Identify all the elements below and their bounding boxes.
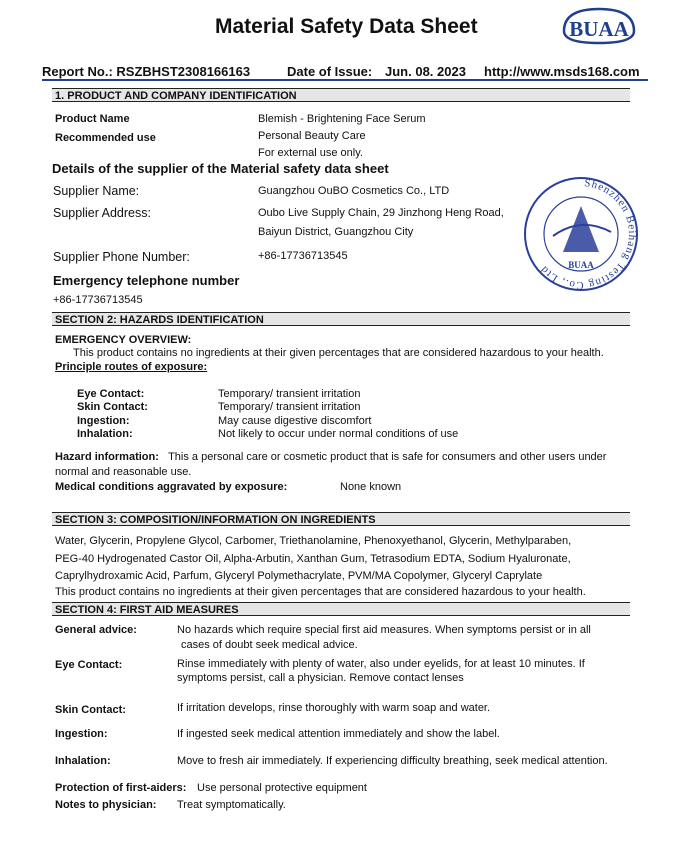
section-2-heading: SECTION 2: HAZARDS IDENTIFICATION <box>52 312 630 326</box>
supplier-name-value: Guangzhou OuBO Cosmetics Co., LTD <box>258 185 450 197</box>
supplier-address-line-1: Oubo Live Supply Chain, 29 Jinzhong Heng Road, <box>258 207 504 219</box>
seal-inner-text: BUAA <box>568 260 594 270</box>
section-4-heading: SECTION 4: FIRST AID MEASURES <box>52 602 630 616</box>
hazard-text: This a personal care or cosmetic product that is safe for consumers and other users under normal and reasonable use. <box>55 451 607 478</box>
hazard-information <box>55 450 620 479</box>
date-label: Date of Issue: <box>287 64 373 79</box>
ingredients-note: This product contains no ingredients at their given percentages that are considered hazardous to your health. <box>55 586 586 598</box>
ingredients-line-1: Water, Glycerin, Propylene Glycol, Carbomer, Triethanolamine, Phenoxyethanol, Glycerin, Methylparaben, <box>55 535 572 547</box>
general-advice-text-2: cases of doubt seek medical advice. <box>181 639 358 651</box>
recommended-use-value: Personal Beauty Care <box>258 130 366 142</box>
route-ingestion-label: Ingestion: <box>77 415 130 427</box>
eye-contact-text-1: Rinse immediately with plenty of water, also under eyelids, for at least 10 minutes. If <box>177 658 585 670</box>
inhalation-label: Inhalation: <box>55 755 111 767</box>
eye-contact-text-2: symptoms persist, call a physician. Remove contact lenses <box>177 672 464 684</box>
website-link[interactable]: http://www.msds168.com <box>484 64 640 79</box>
report-number: Report No.: RSZBHST2308166163 <box>42 64 251 79</box>
medical-conditions-label: Medical conditions aggravated by exposure: <box>55 481 288 493</box>
ingredients-line-3: Caprylhydroxamic Acid, Parfum, Glyceryl Polymethacrylate, PVM/MA Copolymer, Glyceryl Caprylate <box>55 570 543 582</box>
protection-text: Use personal protective equipment <box>197 782 367 794</box>
section-3-heading: SECTION 3: COMPOSITION/INFORMATION ON INGREDIENTS <box>52 512 630 526</box>
recommended-use-label: Recommended use <box>55 132 156 144</box>
route-eye-value: Temporary/ transient irritation <box>218 388 361 400</box>
notes-to-physician-label: Notes to physician: <box>55 799 157 811</box>
route-skin-label: Skin Contact: <box>77 401 148 413</box>
general-advice-label: General advice: <box>55 624 137 636</box>
supplier-address-label: Supplier Address: <box>53 206 151 220</box>
header-rule <box>42 79 648 81</box>
medical-conditions-value: None known <box>340 481 402 493</box>
skin-contact-text: If irritation develops, rinse thoroughly with warm soap and water. <box>177 702 491 714</box>
seal-outer-text: Shenzhen Beihang Testing Co., Ltd <box>537 177 639 292</box>
recommended-use-value-2: For external use only. <box>258 147 363 159</box>
ingestion-text: If ingested seek medical attention immediately and show the label. <box>177 728 500 740</box>
route-inhalation-label: Inhalation: <box>77 428 133 440</box>
supplier-address-line-2: Baiyun District, Guangzhou City <box>258 226 414 238</box>
emergency-heading: Emergency telephone number <box>53 273 240 288</box>
product-name-label: Product Name <box>55 113 130 125</box>
protection-label: Protection of first-aiders: <box>55 782 187 794</box>
notes-to-physician-text: Treat symptomatically. <box>177 799 286 811</box>
hazard-label: Hazard information: <box>55 451 159 463</box>
ingestion-label: Ingestion: <box>55 728 108 740</box>
route-skin-value: Temporary/ transient irritation <box>218 401 361 413</box>
emergency-overview-label: EMERGENCY OVERVIEW: <box>55 334 192 346</box>
document-title: Material Safety Data Sheet <box>215 15 478 38</box>
supplier-phone-label: Supplier Phone Number: <box>53 250 190 264</box>
route-inhalation-value: Not likely to occur under normal conditions of use <box>218 428 459 440</box>
emergency-overview-text: This product contains no ingredients at their given percentages that are considered hazardous to your health. <box>73 347 604 359</box>
supplier-phone-value: +86-17736713545 <box>258 250 348 262</box>
product-name-value: Blemish - Brightening Face Serum <box>258 113 426 125</box>
skin-contact-label: Skin Contact: <box>55 704 126 716</box>
company-seal <box>523 176 639 292</box>
emergency-phone: +86-17736713545 <box>53 294 143 306</box>
logo-text: BUAA <box>569 17 629 41</box>
route-ingestion-value: May cause digestive discomfort <box>218 415 372 427</box>
inhalation-text: Move to fresh air immediately. If experiencing difficulty breathing, seek medical attention. <box>177 755 608 767</box>
buaa-logo <box>560 7 638 45</box>
date-value: Jun. 08. 2023 <box>385 64 466 79</box>
ingredients-line-2: PEG-40 Hydrogenated Castor Oil, Alpha-Arbutin, Xanthan Gum, Tetrasodium EDTA, Sodium Hyaluronate, <box>55 553 571 565</box>
supplier-details-heading: Details of the supplier of the Material safety data sheet <box>52 161 389 176</box>
section-1-heading: 1. PRODUCT AND COMPANY IDENTIFICATION <box>52 88 630 102</box>
general-advice-text-1: No hazards which require special first aid measures. When symptoms persist or in all <box>177 624 591 636</box>
eye-contact-label: Eye Contact: <box>55 659 123 671</box>
exposure-routes-label: Principle routes of exposure: <box>55 361 208 373</box>
route-eye-label: Eye Contact: <box>77 388 145 400</box>
supplier-name-label: Supplier Name: <box>53 184 140 198</box>
